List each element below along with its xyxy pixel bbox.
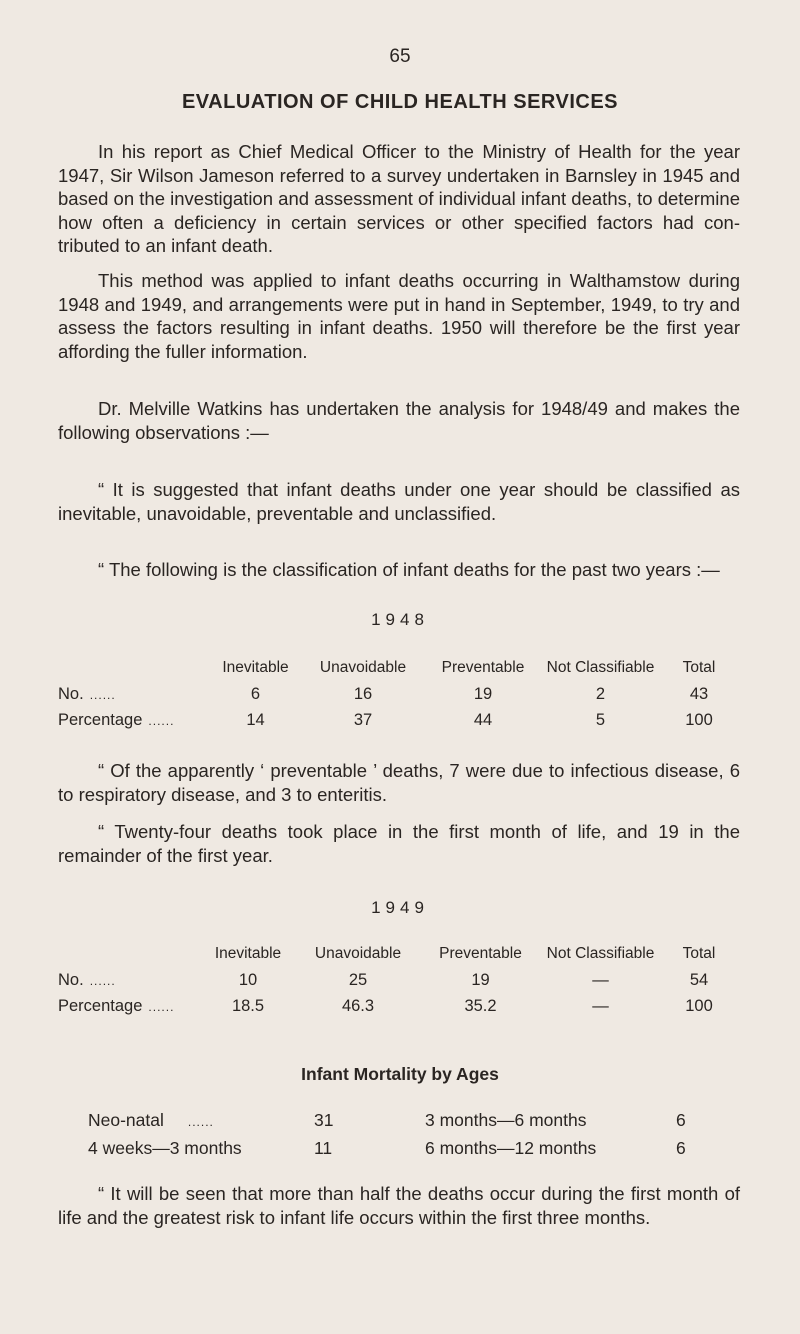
year-1949-heading: 1949 xyxy=(371,898,429,917)
header-not-classifiable: Not Classifiable xyxy=(546,659,655,676)
paragraph-following: “ The following is the classification of infant deaths for the past two years :— xyxy=(98,559,720,580)
paragraph-survey: In his report as Chief Medical Officer to the Ministry of Health for the year 1947, Sir Wilson Jameson referred to a survey undertaken in Barnsley in 1945 and based on the investigation and assessment of individual infant deaths, to determine how often a deficiency in certain services or other specified factors had con‑ tributed to an infant death. xyxy=(58,141,740,256)
paragraph-analysis: Dr. Melville Watkins has undertaken the analysis for 1948/49 and makes the following observations :— xyxy=(58,398,740,443)
header-not-classifiable: Not Classifiable xyxy=(546,945,655,962)
mortality-label-3m-6m: 3 months—6 months xyxy=(425,1110,587,1130)
table-cell: 100 xyxy=(685,997,713,1015)
mortality-label-6m-12m: 6 months—12 months xyxy=(425,1138,597,1158)
table-header-row xyxy=(58,920,740,964)
table-cell: 19 xyxy=(471,971,490,989)
table-row xyxy=(58,964,740,990)
table-row xyxy=(58,990,740,1016)
page-title: EVALUATION OF CHILD HEALTH SERVICES xyxy=(181,91,619,113)
row-label: Percentage ...... xyxy=(58,711,175,729)
table-cell: — xyxy=(592,997,609,1015)
paragraph-classification: “ It is suggested that infant deaths under one year should be classified as inevitable, unavoidable, preventable and unclassified. xyxy=(58,479,740,524)
table-cell: 6 xyxy=(250,685,261,703)
header-preventable: Preventable xyxy=(441,659,525,676)
table-cell: — xyxy=(592,971,609,989)
mortality-value: 6 xyxy=(676,1138,686,1158)
paragraph-preventable: “ Of the apparently ‘ preventable ’ deaths, 7 were due to infectious disease, 6 to respiratory disease, and 3 to enteritis. xyxy=(58,760,740,805)
table-row xyxy=(58,704,740,730)
header-total: Total xyxy=(682,945,716,962)
table-cell: 25 xyxy=(348,971,368,989)
table-cell: 44 xyxy=(473,711,493,729)
mortality-value: 31 xyxy=(314,1110,334,1130)
header-inevitable: Inevitable xyxy=(214,945,282,962)
table-cell: 37 xyxy=(353,711,373,729)
table-row xyxy=(58,678,740,704)
table-cell: 43 xyxy=(689,685,709,703)
page-number: 65 xyxy=(389,46,411,67)
table-cell: 46.3 xyxy=(341,997,375,1015)
table-cell: 10 xyxy=(238,971,258,989)
paragraph-conclusion: “ It will be seen that more than half the deaths occur during the first month of life and the greatest risk to infant life occurs within the first three months. xyxy=(58,1183,740,1228)
paragraph-method: This method was applied to infant deaths occurring in Walthamstow during 1948 and 1949, and arrangements were put in hand in September, 1949, to try and assess the factors resulting in infant deaths. 1950 will therefore be the first year affording the fuller information. xyxy=(58,270,740,362)
header-preventable: Preventable xyxy=(439,945,522,962)
table-cell: 100 xyxy=(685,711,713,729)
paragraph-first-month: “ Twenty-four deaths took place in the first month of life, and 19 in the remainder of the first year. xyxy=(58,821,740,866)
row-label: Percentage ...... xyxy=(58,997,175,1015)
header-inevitable: Inevitable xyxy=(222,659,289,676)
table-1948 xyxy=(58,634,740,730)
header-total: Total xyxy=(682,659,716,676)
table-cell: 14 xyxy=(246,711,265,729)
mortality-value: 11 xyxy=(314,1138,333,1158)
row-label: No. ...... xyxy=(58,685,116,703)
mortality-label-neonatal: Neo-natal ...... xyxy=(88,1110,214,1130)
table-cell: 16 xyxy=(353,685,373,703)
table-cell: 35.2 xyxy=(464,997,497,1015)
table-1949 xyxy=(58,920,740,1016)
header-unavoidable: Unavoidable xyxy=(314,945,402,962)
mortality-heading: Infant Mortality by Ages xyxy=(301,1064,499,1084)
table-cell: 18.5 xyxy=(231,997,265,1015)
table-cell: 2 xyxy=(595,685,606,703)
table-header-row xyxy=(58,634,740,678)
table-cell: 5 xyxy=(595,711,606,729)
row-label: No. ...... xyxy=(58,971,116,989)
table-cell: 19 xyxy=(473,685,493,703)
table-cell: 54 xyxy=(689,971,709,989)
mortality-value: 6 xyxy=(676,1110,686,1130)
header-unavoidable: Unavoidable xyxy=(319,659,407,676)
mortality-label-4w-3m: 4 weeks—3 months xyxy=(88,1138,242,1158)
year-1948-heading: 1948 xyxy=(371,610,429,629)
